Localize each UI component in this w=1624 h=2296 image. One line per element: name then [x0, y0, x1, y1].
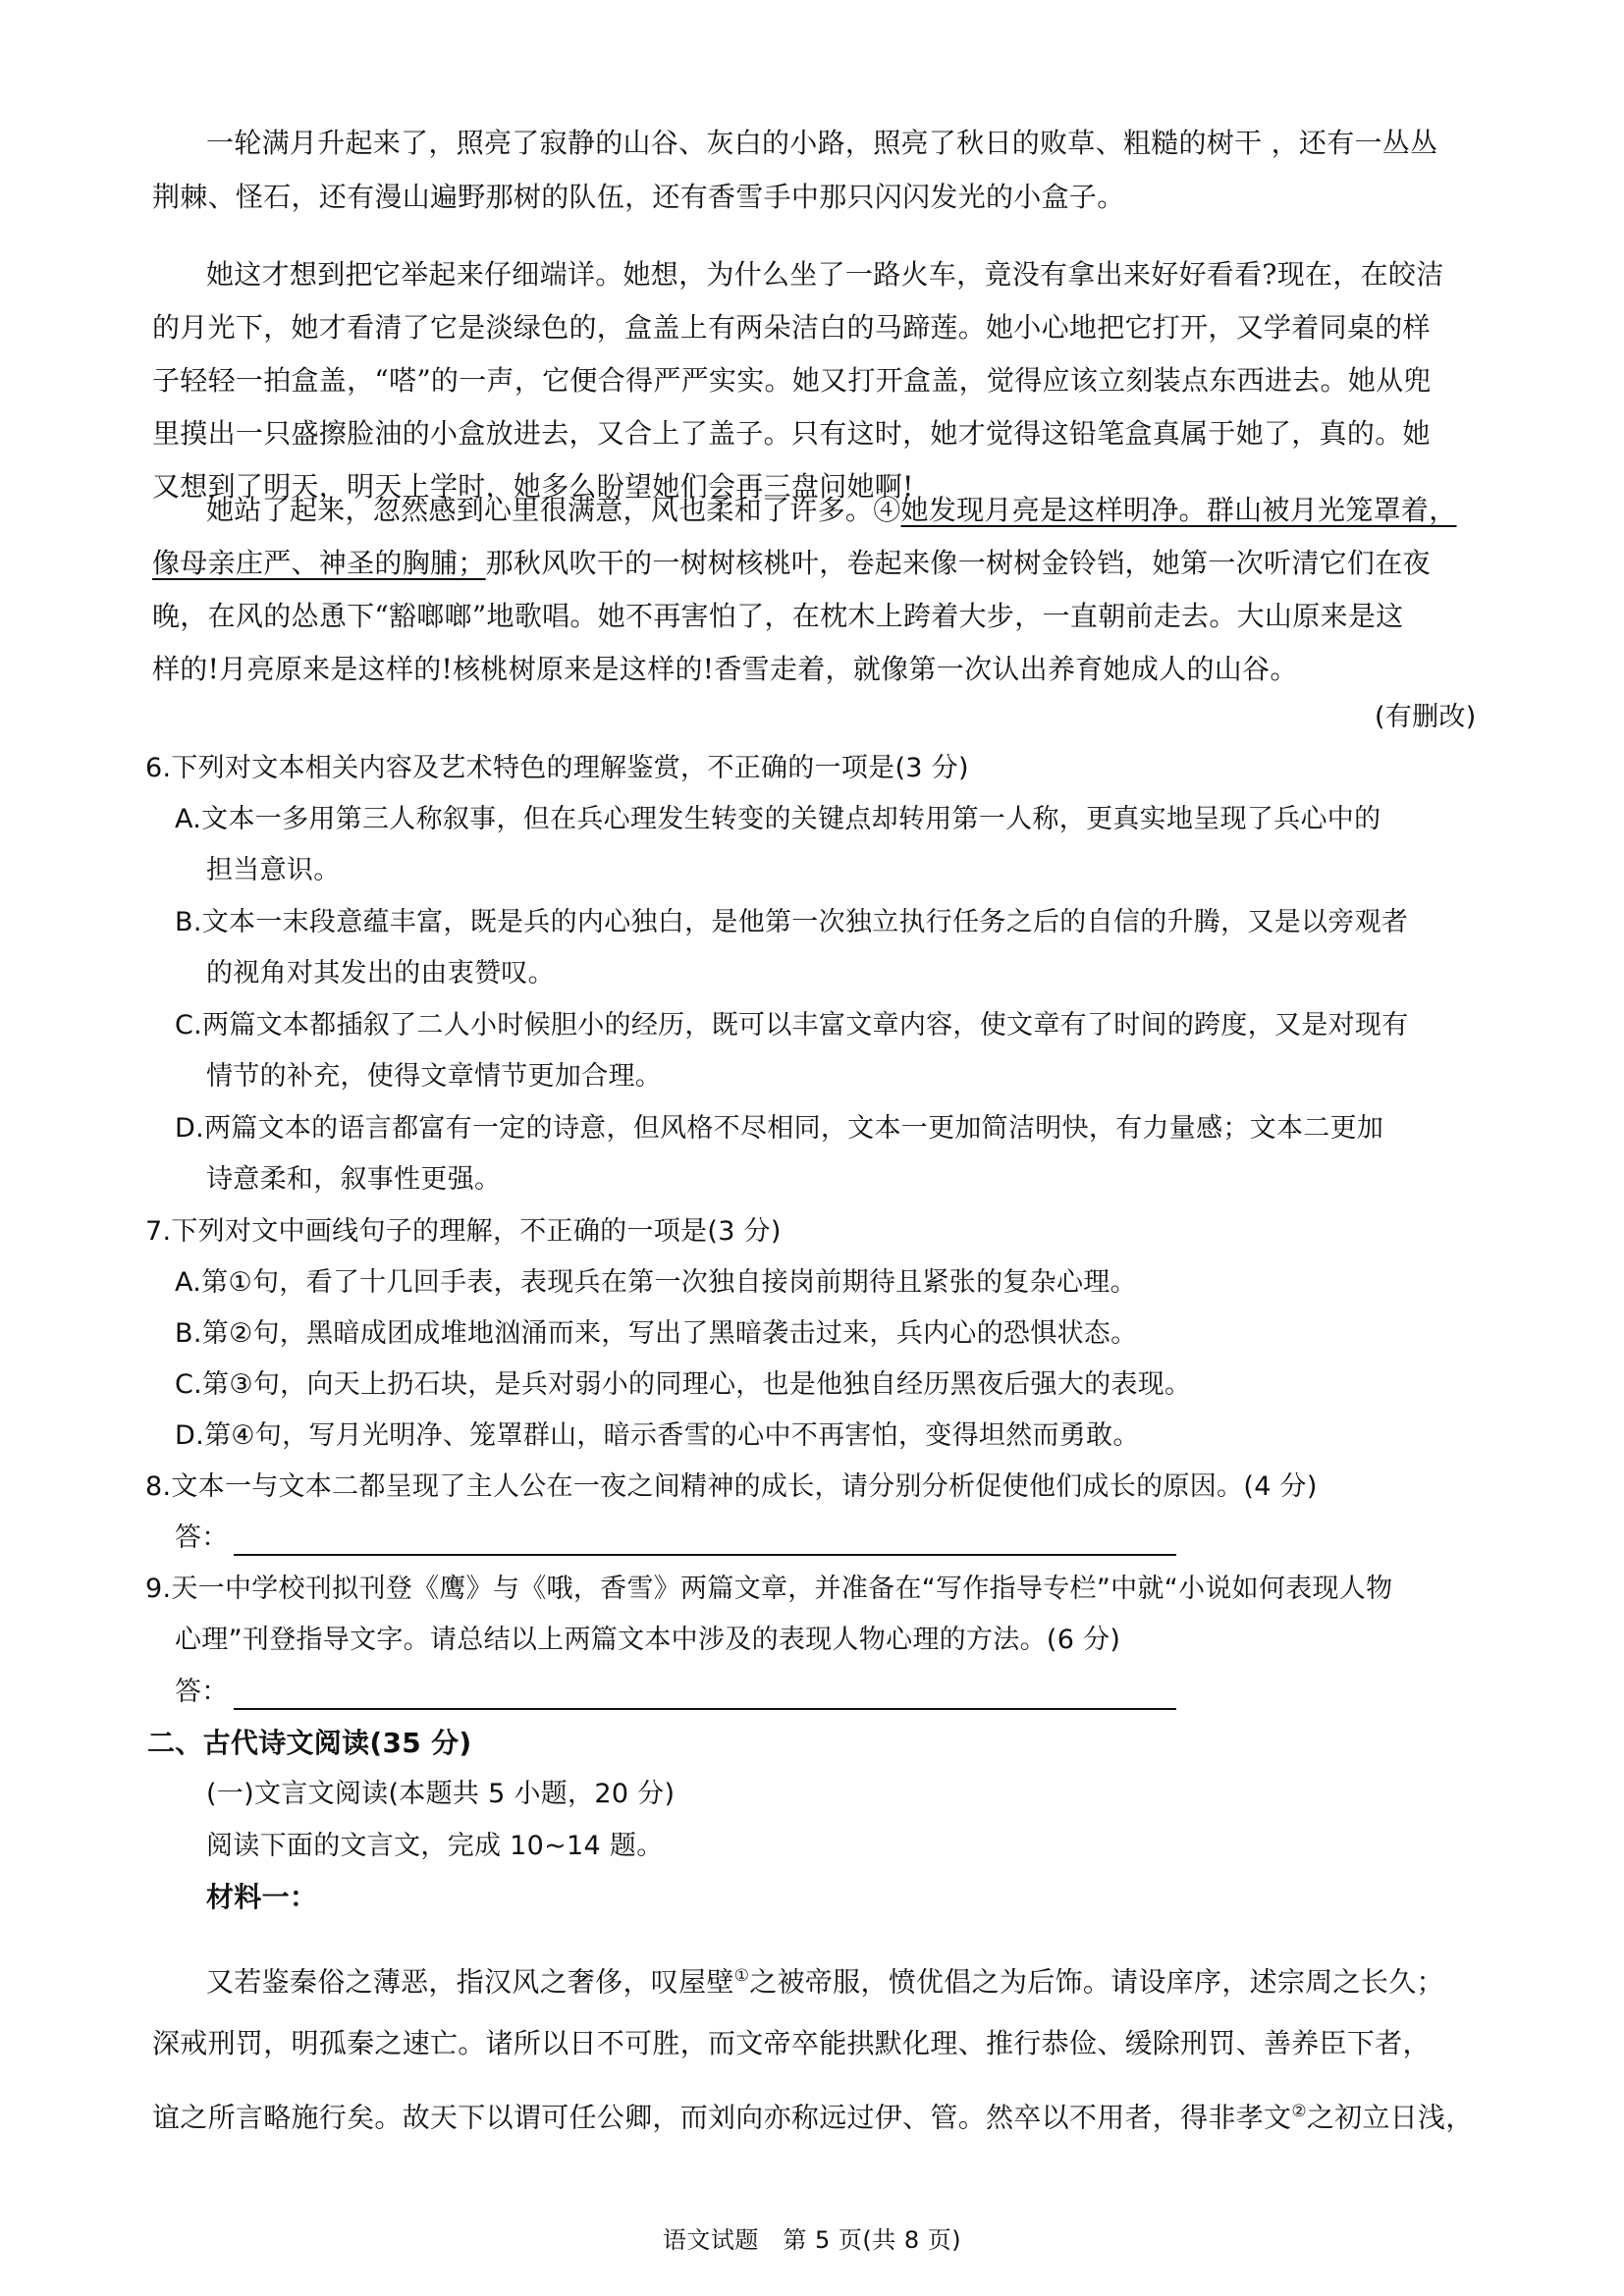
story-paragraph-1-line-2: 荆棘、怪石，还有漫山遍野那树的队伍，还有香雪手中那只闪闪发光的小盒子。 [152, 181, 1125, 213]
story-paragraph-2-line-1: 她这才想到把它举起来仔细端详。她想，为什么坐了一路火车，竟没有拿出来好好看看?现在，在皎洁 [206, 258, 1444, 291]
story-paragraph-2-line-3: 子轻轻一拍盒盖，“嗒”的一声，它便合得严严实实。她又打开盒盖，觉得应该立刻装点东西进去。她从兜 [152, 364, 1432, 397]
question-7-option-b: B.第②句，黑暗成团成堆地汹涌而来，写出了黑暗袭击过来，兵内心的恐惧状态。 [175, 1318, 1138, 1349]
section-2-subsection: (一)文言文阅读(本题共 5 小题，20 分) [206, 1779, 676, 1809]
material-1-line-1-post: 之被帝服，愤优倡之为后饰。请设庠序，述宗周之长久； [749, 1965, 1444, 1999]
question-7-option-c: C.第③句，向天上扔石块，是兵对弱小的同理心，也是他独自经历黑夜后强大的表现。 [175, 1369, 1192, 1400]
material-1-line-1-pre: 又若鉴秦俗之薄恶，指汉风之奢侈，叹屋壁 [206, 1965, 734, 1999]
page-footer: 语文试题 第 5 页(共 8 页) [662, 2226, 962, 2254]
footnote-2-marker: ② [1291, 2102, 1307, 2121]
question-6-option-c-line-1: C.两篇文本都插叙了二人小时候胆小的经历，既可以丰富文章内容，使文章有了时间的跨度，又是对现有 [175, 1010, 1409, 1041]
question-7-option-a: A.第①句，看了十几回手表，表现兵在第一次独自接岗前期待且紧张的复杂心理。 [175, 1267, 1137, 1298]
question-7-option-d: D.第④句，写月光明净、笼罩群山，暗示香雪的心中不再害怕，变得坦然而勇敢。 [175, 1420, 1140, 1451]
story-paragraph-2-line-2: 的月光下，她才看清了它是淡绿色的，盒盖上有两朵洁白的马蹄莲。她小心地把它打开，又学着同桌的样 [152, 311, 1431, 344]
question-7-stem: 7.下列对文中画线句子的理解，不正确的一项是(3 分) [145, 1216, 782, 1247]
question-6-option-a-line-1: A.文本一多用第三人称叙事，但在兵心理发生转变的关键点却转用第一人称，更真实地呈现了兵心中的 [175, 804, 1381, 834]
question-6-option-b-line-2: 的视角对其发出的由衷赞叹。 [206, 958, 555, 988]
material-1-line-3-pre: 谊之所言略施行矣。故天下以谓可任公卿，而刘向亦称远过伊、管。然卒以不用者，得非孝文 [152, 2101, 1292, 2134]
underlined-sentence-4-part-2: 像母亲庄严、神圣的胸脯； [152, 547, 486, 579]
question-8-answer-label: 答： [175, 1522, 229, 1553]
paragraph-3-lead-text: 她站了起来，忽然感到心里很满意，风也柔和了许多。④ [206, 494, 901, 526]
paragraph-3-line-2-rest: 那秋风吹干的一树树核桃叶，卷起来像一树树金铃铛，她第一次听清它们在夜 [485, 547, 1431, 579]
material-1-line-3 [152, 2085, 1474, 2144]
question-9-stem-line-1: 9.天一中学校刊拟刊登《鹰》与《哦，香雪》两篇文章，并准备在“写作指导专栏”中就“小说如何表现人物 [145, 1574, 1393, 1604]
footnote-1-marker: ① [733, 1966, 750, 1986]
question-6-option-b-line-1: B.文本一末段意蕴丰富，既是兵的内心独白，是他第一次独立执行任务之后的自信的升腾，又是以旁观者 [175, 907, 1409, 937]
question-8-stem: 8.文本一与文本二都呈现了主人公在一夜之间精神的成长，请分别分析促使他们成长的原因。(4 分) [145, 1471, 1318, 1502]
question-6-option-d-line-1: D.两篇文本的语言都富有一定的诗意，但风格不尽相同，文本一更加简洁明快，有力量感；文本二更加 [175, 1113, 1384, 1144]
section-2-instruction: 阅读下面的文言文，完成 10~14 题。 [206, 1831, 664, 1861]
question-9-answer-label: 答： [175, 1677, 229, 1707]
material-1-label: 材料一： [206, 1881, 318, 1913]
story-paragraph-2-line-5: 又想到了明天，明天上学时，她多么盼望她们会再三盘问她啊! [152, 470, 914, 503]
story-paragraph-3-line-4: 样的!月亮原来是这样的!核桃树原来是这样的!香雪走着，就像第一次认出养育她成人的山谷。 [152, 653, 1298, 685]
story-paragraph-3-line-1 [206, 484, 1457, 537]
question-6-option-c-line-2: 情节的补充，使得文章情节更加合理。 [206, 1061, 663, 1092]
question-9-answer-line[interactable] [234, 1708, 1176, 1710]
question-6-stem: 6.下列对文本相关内容及艺术特色的理解鉴赏，不正确的一项是(3 分) [145, 753, 969, 783]
underlined-sentence-4-part-1: 她发现月亮是这样明净。群山被月光笼罩着， [900, 494, 1457, 526]
story-paragraph-2-line-4: 里摸出一只盛擦脸油的小盒放进去，又合上了盖子。只有这时，她才觉得这铅笔盒真属于她了，真的。她 [152, 417, 1431, 450]
question-6-option-d-line-2: 诗意柔和，叙事性更强。 [206, 1164, 502, 1195]
section-2-title: 二、古代诗文阅读(35 分) [147, 1727, 472, 1759]
material-1-line-3-post: 之初立日浅， [1306, 2101, 1474, 2134]
question-8-answer-line[interactable] [234, 1554, 1176, 1556]
material-1-line-2: 深戒刑罚，明孤秦之速亡。诸所以日不可胜，而文帝卒能拱默化理、推行恭俭、缓除刑罚、善养臣下者， [152, 2027, 1431, 2059]
story-paragraph-3-line-2 [152, 537, 1431, 590]
question-6-option-a-line-2: 担当意识。 [206, 855, 341, 885]
story-paragraph-3-line-3: 晚，在风的怂恿下“豁啷啷”地歌唱。她不再害怕了，在枕木上跨着大步，一直朝前走去。大山原来是这 [152, 600, 1404, 632]
material-1-line-1 [206, 1949, 1444, 2008]
question-9-stem-line-2: 心理”刊登指导文字。请总结以上两篇文本中涉及的表现人物心理的方法。(6 分) [175, 1625, 1121, 1655]
story-paragraph-1-line-1: 一轮满月升起来了，照亮了寂静的山谷、灰白的小路，照亮了秋日的败草、粗糙的树干 ，还有一丛丛 [206, 127, 1438, 159]
edited-note: (有删改) [1375, 702, 1477, 732]
